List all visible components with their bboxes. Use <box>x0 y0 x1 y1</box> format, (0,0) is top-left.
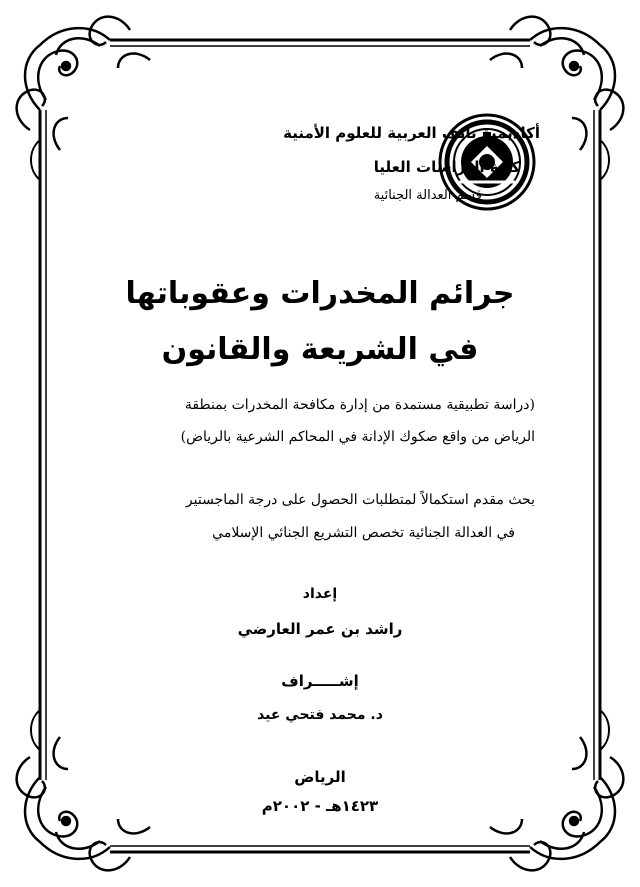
institution-name: أكاديمية نايف العربية للعلوم الأمنية <box>283 124 540 142</box>
prepared-by-label: إعداد <box>302 586 338 602</box>
research-statement-line-1: بحث مقدم استكمالاً لمتطلبات الحصول على درجة الماجستير <box>185 492 535 508</box>
department-name: قسم العدالة الجنائية <box>373 188 482 203</box>
subtitle-line-1: (دراسة تطبيقية مستمدة من إدارة مكافحة المخدرات بمنطقة <box>184 397 535 413</box>
thesis-title-line-2: في الشريعة والقانون <box>161 332 479 367</box>
supervision-label: إشـــــراف <box>281 672 359 690</box>
corner-ornament <box>17 17 150 150</box>
research-statement-line-2: في العدالة الجنائية تخصص التشريع الجنائي الإسلامي <box>212 525 515 541</box>
subtitle-line-2: الرياض من واقع صكوك الإدانة في المحاكم الشرعية بالرياض) <box>180 429 535 445</box>
college-name: كلية الدراسات العليا <box>373 158 520 176</box>
thesis-title-line-1: جرائم المخدرات وعقوباتها <box>125 276 515 311</box>
supervisor-name: د. محمد فتحي عيد <box>257 707 383 723</box>
author-name: راشد بن عمر العارضي <box>237 620 403 638</box>
place-name: الرياض <box>294 768 346 786</box>
publication-date: ١٤٢٣هـ - ٢٠٠٢م <box>261 797 379 815</box>
